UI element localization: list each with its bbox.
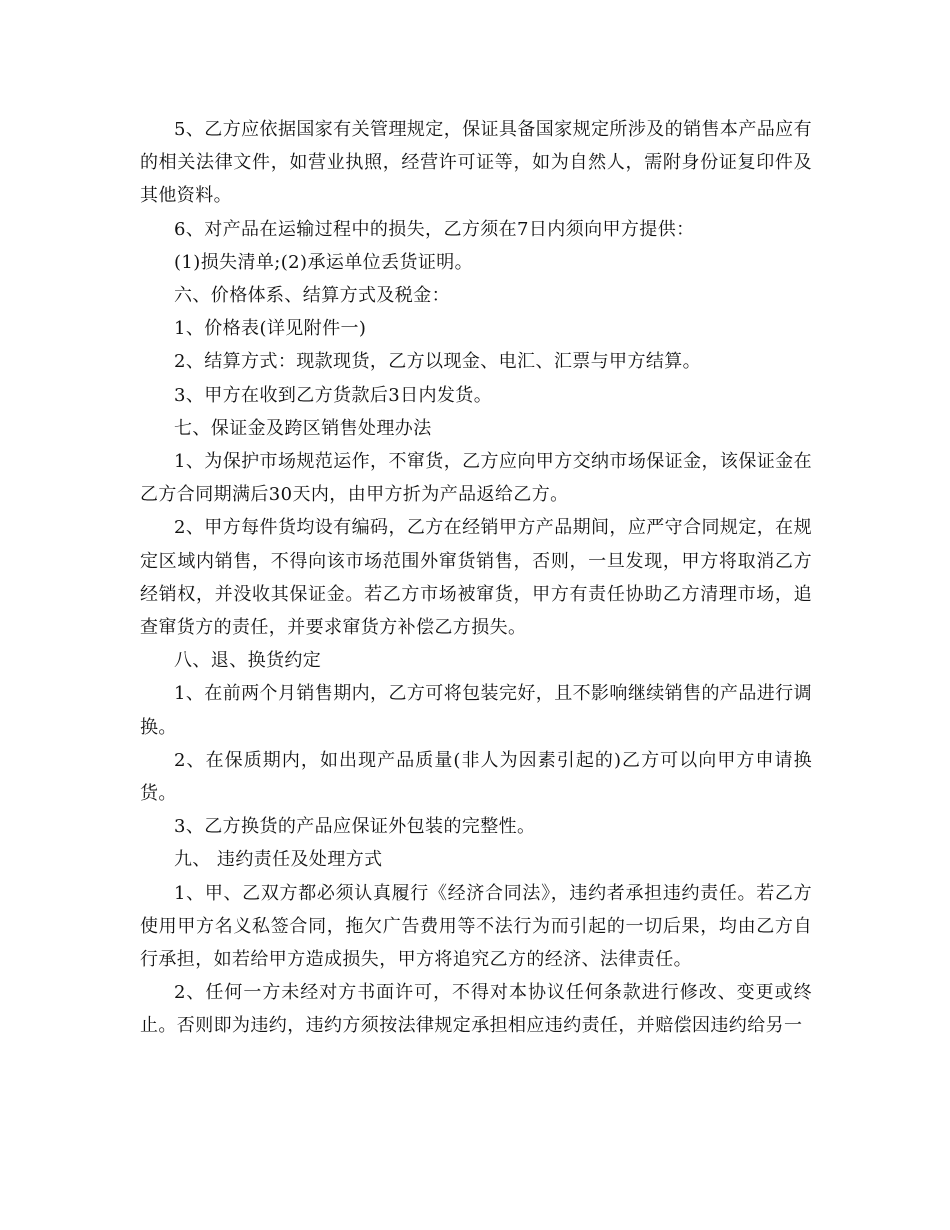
paragraph-clause-5: 5、乙方应依据国家有关管理规定，保证具备国家规定所涉及的销售本产品应有的相关法律文件，如营业执照，经营许可证等，如为自然人，需附身份证复印件及其他资料。 <box>140 119 812 207</box>
paragraph-deposit: 1、为保护市场规范运作，不窜货，乙方应向甲方交纳市场保证金，该保证金在乙方合同期满后30天内，由甲方折为产品返给乙方。 <box>140 451 812 506</box>
section-heading-deposit: 七、保证金及跨区销售处理办法 <box>174 417 432 439</box>
section-heading-pricing: 六、价格体系、结算方式及税金： <box>174 285 450 307</box>
paragraph-returns-1: 1、在前两个月销售期内，乙方可将包装完好，且不影响继续销售的产品进行调换。 <box>140 683 812 738</box>
paragraph-delivery: 3、甲方在收到乙方货款后3日内发货。 <box>174 384 493 406</box>
paragraph-returns-3: 3、乙方换货的产品应保证外包装的完整性。 <box>174 816 536 838</box>
paragraph-cross-region: 2、甲方每件货均设有编码，乙方在经销甲方产品期间，应严守合同规定，在规定区域内销售，不得向该市场范围外窜货销售，否则，一旦发现，甲方将取消乙方经销权，并没收其保证金。若乙方市场被窜货，甲方有责任协助乙方清理市场，追查窜货方的责任，并要求窜货方补偿乙方损失。 <box>140 517 812 639</box>
paragraph-breach-2: 2、任何一方未经对方书面许可，不得对本协议任何条款进行修改、变更或终止。否则即为违约，违约方须按法律规定承担相应违约责任，并赔偿因违约给另一 <box>140 982 812 1037</box>
section-heading-breach: 九、 违约责任及处理方式 <box>174 849 383 871</box>
document-body <box>140 113 812 1043</box>
paragraph-breach-1: 1、甲、乙双方都必须认真履行《经济合同法》，违约者承担违约责任。若乙方使用甲方名义私签合同，拖欠广告费用等不法行为而引起的一切后果，均由乙方自行承担，如若给甲方造成损失，甲方将追究乙方的经济、法律责任。 <box>140 882 812 971</box>
paragraph-price-list: 1、价格表(详见附件一) <box>174 318 367 340</box>
paragraph-settlement: 2、结算方式：现款现货，乙方以现金、电汇、汇票与甲方结算。 <box>174 351 702 373</box>
paragraph-clause-6: 6、对产品在运输过程中的损失，乙方须在7日内须向甲方提供： <box>174 218 695 240</box>
section-heading-returns: 八、退、换货约定 <box>174 650 322 672</box>
paragraph-loss-documents: (1)损失清单;(2)承运单位丢货证明。 <box>174 251 474 273</box>
paragraph-returns-2: 2、在保质期内，如出现产品质量(非人为因素引起的)乙方可以向甲方申请换货。 <box>140 749 812 805</box>
